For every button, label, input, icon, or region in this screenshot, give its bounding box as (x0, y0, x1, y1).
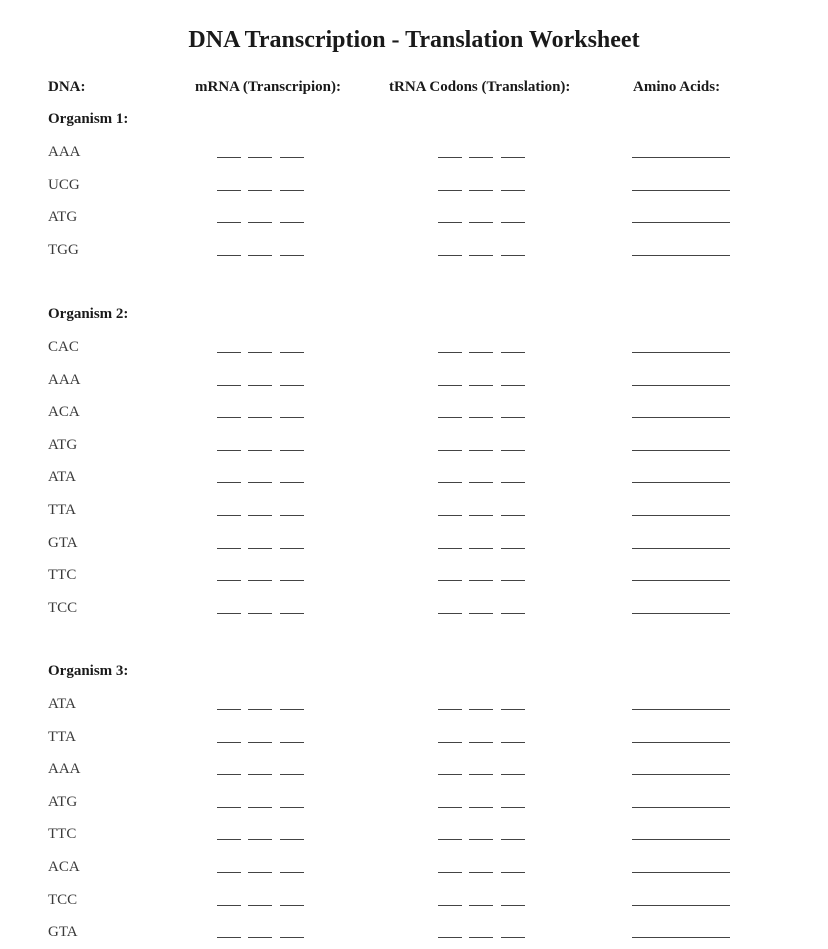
trna-blank-1[interactable] (438, 255, 462, 256)
amino-acid-blank[interactable] (632, 482, 730, 483)
trna-blank-2[interactable] (469, 872, 493, 873)
trna-blank-1[interactable] (438, 190, 462, 191)
dna-codon: TTA (48, 728, 76, 745)
trna-blank-3[interactable] (501, 580, 525, 581)
mrna-blank-2[interactable] (248, 580, 272, 581)
amino-acid-blank[interactable] (632, 548, 730, 549)
codon-row (0, 437, 828, 457)
dna-codon: TTA (48, 502, 76, 518)
codon-row (0, 242, 828, 262)
dna-codon: TCC (48, 891, 78, 908)
trna-blank-1[interactable] (438, 872, 462, 873)
mrna-blank-2[interactable] (248, 774, 272, 775)
codon-row (0, 567, 828, 587)
trna-blank-2[interactable] (469, 515, 493, 516)
mrna-blank-2[interactable] (248, 157, 272, 158)
trna-blank-3[interactable] (501, 385, 525, 386)
mrna-blank-3[interactable] (280, 742, 304, 743)
mrna-blank-3[interactable] (280, 807, 304, 808)
mrna-blank-3[interactable] (280, 157, 304, 158)
amino-acid-blank[interactable] (632, 222, 730, 223)
mrna-blank-2[interactable] (248, 450, 272, 451)
worksheet-title: DNA Transcription - Translation Worksheet (188, 27, 640, 53)
header-mrna: mRNA (Transcripion): (195, 79, 341, 95)
codon-row (0, 826, 828, 846)
mrna-blank-3[interactable] (280, 482, 304, 483)
amino-acid-blank[interactable] (632, 190, 730, 191)
trna-blank-2[interactable] (469, 417, 493, 418)
mrna-blank-1[interactable] (217, 352, 241, 353)
trna-blank-3[interactable] (501, 548, 525, 549)
mrna-blank-3[interactable] (280, 417, 304, 418)
trna-blank-3[interactable] (501, 839, 525, 840)
trna-blank-3[interactable] (501, 515, 525, 516)
mrna-blank-1[interactable] (217, 515, 241, 516)
mrna-blank-2[interactable] (248, 255, 272, 256)
trna-blank-2[interactable] (469, 580, 493, 581)
amino-acid-blank[interactable] (632, 742, 730, 743)
trna-blank-1[interactable] (438, 937, 462, 938)
trna-blank-3[interactable] (501, 417, 525, 418)
codon-row (0, 404, 828, 424)
trna-blank-1[interactable] (438, 417, 462, 418)
mrna-blank-3[interactable] (280, 613, 304, 614)
mrna-blank-1[interactable] (217, 222, 241, 223)
header-amino-acids: Amino Acids: (633, 79, 721, 95)
mrna-blank-3[interactable] (280, 905, 304, 906)
trna-blank-3[interactable] (501, 482, 525, 483)
amino-acid-blank[interactable] (632, 450, 730, 451)
trna-blank-2[interactable] (469, 937, 493, 938)
mrna-blank-3[interactable] (280, 937, 304, 938)
trna-blank-3[interactable] (501, 352, 525, 353)
mrna-blank-3[interactable] (280, 190, 304, 191)
amino-acid-blank[interactable] (632, 352, 730, 353)
trna-blank-2[interactable] (469, 709, 493, 710)
trna-blank-1[interactable] (438, 807, 462, 808)
amino-acid-blank[interactable] (632, 774, 730, 775)
trna-blank-1[interactable] (438, 839, 462, 840)
trna-blank-2[interactable] (469, 613, 493, 614)
codon-row (0, 209, 828, 229)
dna-codon: ATA (48, 469, 76, 486)
trna-blank-2[interactable] (469, 222, 493, 223)
mrna-blank-3[interactable] (280, 255, 304, 256)
trna-blank-2[interactable] (469, 807, 493, 808)
trna-blank-3[interactable] (501, 937, 525, 938)
codon-row (0, 469, 828, 489)
trna-blank-1[interactable] (438, 580, 462, 581)
trna-blank-2[interactable] (469, 839, 493, 840)
trna-blank-2[interactable] (469, 774, 493, 775)
amino-acid-blank[interactable] (632, 905, 730, 906)
organism-label: Organism 2: (48, 306, 129, 322)
trna-blank-3[interactable] (501, 709, 525, 710)
trna-blank-2[interactable] (469, 385, 493, 386)
mrna-blank-2[interactable] (248, 417, 272, 418)
mrna-blank-2[interactable] (248, 482, 272, 483)
mrna-blank-2[interactable] (248, 515, 272, 516)
codon-row (0, 177, 828, 197)
trna-blank-3[interactable] (501, 222, 525, 223)
mrna-blank-1[interactable] (217, 613, 241, 614)
mrna-blank-1[interactable] (217, 839, 241, 840)
trna-blank-3[interactable] (501, 807, 525, 808)
trna-blank-1[interactable] (438, 157, 462, 158)
amino-acid-blank[interactable] (632, 839, 730, 840)
organism-label: Organism 3: (48, 663, 129, 679)
trna-blank-1[interactable] (438, 222, 462, 223)
trna-blank-3[interactable] (501, 872, 525, 873)
dna-codon: TTC (48, 826, 77, 843)
trna-blank-1[interactable] (438, 450, 462, 451)
amino-acid-blank[interactable] (632, 872, 730, 873)
codon-row (0, 892, 828, 912)
mrna-blank-3[interactable] (280, 872, 304, 873)
mrna-blank-3[interactable] (280, 450, 304, 451)
codon-row (0, 144, 828, 164)
mrna-blank-1[interactable] (217, 482, 241, 483)
mrna-blank-1[interactable] (217, 807, 241, 808)
trna-blank-1[interactable] (438, 548, 462, 549)
mrna-blank-1[interactable] (217, 548, 241, 549)
trna-blank-2[interactable] (469, 482, 493, 483)
trna-blank-2[interactable] (469, 450, 493, 451)
dna-codon: ACA (48, 859, 80, 875)
mrna-blank-3[interactable] (280, 222, 304, 223)
trna-blank-1[interactable] (438, 352, 462, 353)
mrna-blank-2[interactable] (248, 352, 272, 353)
mrna-blank-1[interactable] (217, 709, 241, 710)
mrna-blank-1[interactable] (217, 157, 241, 158)
mrna-blank-3[interactable] (280, 385, 304, 386)
codon-row (0, 696, 828, 716)
trna-blank-2[interactable] (469, 905, 493, 906)
mrna-blank-1[interactable] (217, 937, 241, 938)
mrna-blank-1[interactable] (217, 417, 241, 418)
mrna-blank-1[interactable] (217, 385, 241, 386)
dna-codon: ATG (48, 793, 78, 810)
trna-blank-2[interactable] (469, 548, 493, 549)
mrna-blank-3[interactable] (280, 709, 304, 710)
mrna-blank-2[interactable] (248, 190, 272, 191)
codon-row (0, 761, 828, 781)
codon-row (0, 600, 828, 620)
amino-acid-blank[interactable] (632, 255, 730, 256)
mrna-blank-2[interactable] (248, 709, 272, 710)
mrna-blank-1[interactable] (217, 774, 241, 775)
header-dna: DNA: (48, 79, 86, 95)
mrna-blank-3[interactable] (280, 515, 304, 516)
trna-blank-1[interactable] (438, 905, 462, 906)
mrna-blank-2[interactable] (248, 872, 272, 873)
dna-codon: AAA (48, 761, 81, 778)
trna-blank-3[interactable] (501, 255, 525, 256)
trna-blank-1[interactable] (438, 482, 462, 483)
trna-blank-2[interactable] (469, 157, 493, 158)
trna-blank-3[interactable] (501, 742, 525, 743)
mrna-blank-2[interactable] (248, 807, 272, 808)
dna-codon: TGG (48, 241, 79, 258)
trna-blank-3[interactable] (501, 157, 525, 158)
trna-blank-1[interactable] (438, 385, 462, 386)
mrna-blank-3[interactable] (280, 580, 304, 581)
trna-blank-3[interactable] (501, 190, 525, 191)
trna-blank-2[interactable] (469, 742, 493, 743)
mrna-blank-1[interactable] (217, 190, 241, 191)
codon-row (0, 729, 828, 749)
amino-acid-blank[interactable] (632, 515, 730, 516)
codon-row (0, 924, 828, 944)
mrna-blank-2[interactable] (248, 548, 272, 549)
mrna-blank-1[interactable] (217, 905, 241, 906)
amino-acid-blank[interactable] (632, 385, 730, 386)
trna-blank-1[interactable] (438, 709, 462, 710)
mrna-blank-2[interactable] (248, 222, 272, 223)
dna-codon: UCG (48, 176, 80, 193)
trna-blank-3[interactable] (501, 613, 525, 614)
mrna-blank-1[interactable] (217, 742, 241, 743)
dna-codon: ATG (48, 436, 78, 453)
mrna-blank-3[interactable] (280, 548, 304, 549)
organism-label: Organism 1: (48, 111, 129, 127)
amino-acid-blank[interactable] (632, 417, 730, 418)
header-trna: tRNA Codons (Translation): (389, 79, 571, 95)
mrna-blank-3[interactable] (280, 839, 304, 840)
trna-blank-2[interactable] (469, 352, 493, 353)
dna-codon: TCC (48, 599, 78, 616)
trna-blank-1[interactable] (438, 515, 462, 516)
amino-acid-blank[interactable] (632, 807, 730, 808)
dna-codon: CAC (48, 339, 79, 355)
mrna-blank-1[interactable] (217, 450, 241, 451)
dna-codon: GTA (48, 534, 78, 551)
mrna-blank-2[interactable] (248, 385, 272, 386)
codon-row (0, 339, 828, 359)
dna-codon: ACA (48, 404, 80, 421)
mrna-blank-3[interactable] (280, 774, 304, 775)
trna-blank-3[interactable] (501, 774, 525, 775)
dna-codon: GTA (48, 924, 78, 941)
codon-row (0, 502, 828, 522)
codon-row (0, 535, 828, 555)
mrna-blank-2[interactable] (248, 905, 272, 906)
trna-blank-2[interactable] (469, 190, 493, 191)
codon-row (0, 794, 828, 814)
mrna-blank-1[interactable] (217, 255, 241, 256)
amino-acid-blank[interactable] (632, 157, 730, 158)
dna-codon: TTC (48, 567, 77, 584)
dna-codon: ATA (48, 696, 76, 712)
trna-blank-1[interactable] (438, 774, 462, 775)
amino-acid-blank[interactable] (632, 613, 730, 614)
dna-codon: AAA (48, 371, 81, 388)
mrna-blank-2[interactable] (248, 613, 272, 614)
codon-row (0, 859, 828, 879)
mrna-blank-2[interactable] (248, 742, 272, 743)
dna-codon: ATG (48, 209, 78, 226)
mrna-blank-1[interactable] (217, 580, 241, 581)
trna-blank-3[interactable] (501, 450, 525, 451)
codon-row (0, 372, 828, 392)
trna-blank-2[interactable] (469, 255, 493, 256)
trna-blank-1[interactable] (438, 613, 462, 614)
dna-codon: AAA (48, 144, 81, 160)
amino-acid-blank[interactable] (632, 580, 730, 581)
amino-acid-blank[interactable] (632, 709, 730, 710)
trna-blank-1[interactable] (438, 742, 462, 743)
mrna-blank-3[interactable] (280, 352, 304, 353)
mrna-blank-2[interactable] (248, 839, 272, 840)
mrna-blank-2[interactable] (248, 937, 272, 938)
amino-acid-blank[interactable] (632, 937, 730, 938)
mrna-blank-1[interactable] (217, 872, 241, 873)
trna-blank-3[interactable] (501, 905, 525, 906)
